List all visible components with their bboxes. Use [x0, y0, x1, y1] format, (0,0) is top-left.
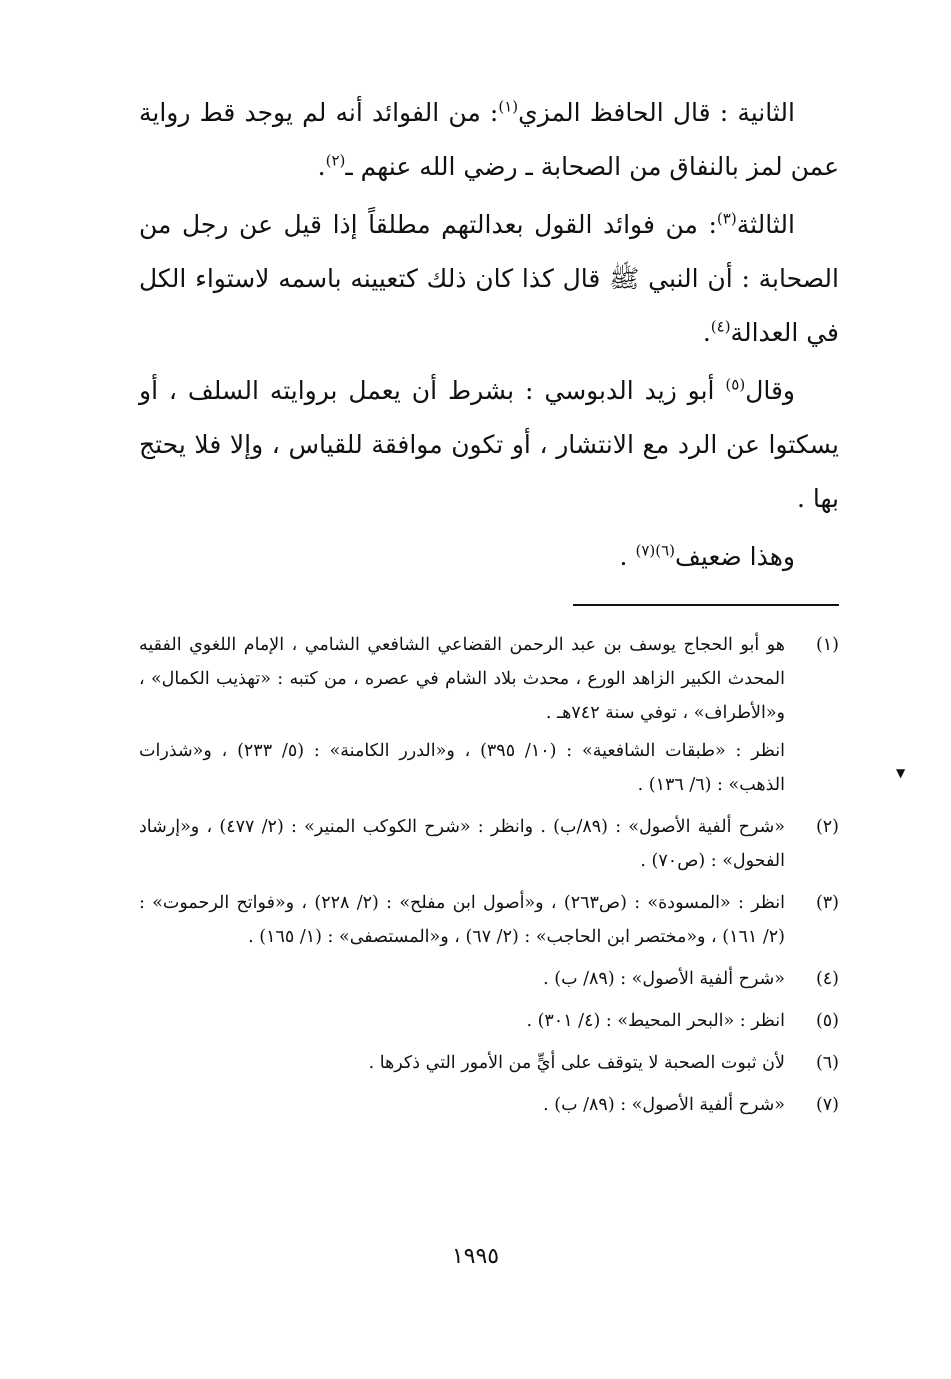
footnote-number: (٧) [815, 1095, 839, 1115]
footnote-7 [139, 1088, 839, 1122]
paragraph-text: . [702, 318, 711, 347]
footnote-ref[interactable]: (٢) [325, 151, 346, 170]
footnote-4 [139, 962, 839, 996]
paragraph-conclusion [139, 530, 839, 584]
margin-marker-icon: ▼ [896, 766, 906, 780]
footnote-body [139, 962, 785, 996]
footnote-body [139, 1004, 785, 1038]
footnote-number: (٤) [815, 969, 839, 989]
paragraph-text: . [619, 542, 636, 571]
paragraph-dabbusi [139, 364, 839, 526]
paragraph-second [139, 86, 839, 194]
footnote-text: انظر : «البحر المحيط» : (٤/ ٣٠١) . [526, 1011, 785, 1031]
footnote-1 [139, 628, 839, 802]
footnote-ref[interactable]: (٥) [725, 375, 746, 394]
footnote-ref[interactable]: (١) [498, 97, 519, 116]
paragraph-third [139, 198, 839, 360]
footnote-body [139, 886, 785, 954]
footnote-text: «شرح ألفية الأصول» : (٨٩/ ب) . [543, 1095, 785, 1115]
paragraph-text: : من الفوائد أنه لم يوجد قط رواية عمن لمز بالنفاق من الصحابة ـ رضي الله عنهم ـ [139, 98, 839, 181]
footnote-5 [139, 1004, 839, 1038]
footnote-ref[interactable]: (٤) [710, 317, 731, 336]
main-text [139, 86, 839, 584]
footnote-number: (٢) [815, 817, 839, 837]
footnote-3 [139, 886, 839, 954]
paragraph-text: وقال [745, 376, 795, 405]
footnote-text: لأن ثبوت الصحبة لا يتوقف على أيٍّ من الأمور التي ذكرها . [368, 1053, 785, 1073]
footnote-text: «شرح ألفية الأصول» : (٨٩/ ب) . [543, 969, 785, 989]
footnote-body [139, 1046, 785, 1080]
paragraph-text: : من فوائد القول بعدالتهم مطلقاً إذا قيل عن رجل من الصحابة : أن النبي ﷺ قال كذا كان ذلك كتعيينه باسمه لاستواء الكل في العدالة [139, 210, 839, 347]
footnote-separator [573, 604, 839, 606]
footnote-text: انظر : «طبقات الشافعية» : (١٠/ ٣٩٥) ، و«الدرر الكامنة» : (٥/ ٢٣٣) ، و«شذرات الذهب» : (٦/ ١٣٦) . [139, 741, 785, 795]
paragraph-text: الثانية : قال الحافظ المزي [518, 98, 795, 127]
paragraph-text: . [317, 152, 326, 181]
footnote-number: (٣) [815, 893, 839, 913]
paragraph-text: أبو زيد الدبوسي : بشرط أن يعمل بروايته السلف ، أو يسكتوا عن الرد مع الانتشار ، أو تكون موافقة للقياس ، وإلا فلا يحتج بها . [139, 376, 839, 513]
page-number: ١٩٩٥ [451, 1244, 500, 1269]
footnote-ref[interactable]: (٣) [716, 209, 737, 228]
footnote-number: (٦) [815, 1053, 839, 1073]
footnote-number: (٥) [815, 1011, 839, 1031]
footnote-text: هو أبو الحجاج يوسف بن عبد الرحمن القضاعي الشافعي الشامي ، الإمام اللغوي الفقيه المحدث الكبير الزاهد الورع ، محدث بلاد الشام في عصره ، من كتبه : «تهذيب الكمال» ، و«الأطراف» ، توفي سنة ٧٤٢هـ . [139, 635, 785, 723]
footnote-body [139, 810, 785, 878]
footnote-body [139, 628, 785, 802]
footnote-number: (١) [815, 635, 839, 655]
footnote-ref[interactable]: (٦) [655, 541, 676, 560]
footnote-text: «شرح ألفية الأصول» : (٨٩/ب) . وانظر : «شرح الكوكب المنير» : (٢/ ٤٧٧) ، و«إرشاد الفحول» : (ص٧٠) . [139, 817, 785, 871]
paragraph-text: وهذا ضعيف [675, 542, 795, 571]
footnotes [139, 628, 839, 1130]
paragraph-text: الثالثة [736, 210, 795, 239]
footnote-6 [139, 1046, 839, 1080]
footnote-2 [139, 810, 839, 878]
footnote-ref[interactable]: (٧) [635, 541, 656, 560]
footnote-text: انظر : «المسودة» : (ص٢٦٣) ، و«أصول ابن مفلح» : (٢/ ٢٢٨) ، و«فواتح الرحموت» : (٢/ ١٦١) ، و«مختصر ابن الحاجب» : (٢/ ٦٧) ، و«المستصفى» : (١/ ١٦٥) . [139, 893, 785, 947]
footnote-body [139, 1088, 785, 1122]
